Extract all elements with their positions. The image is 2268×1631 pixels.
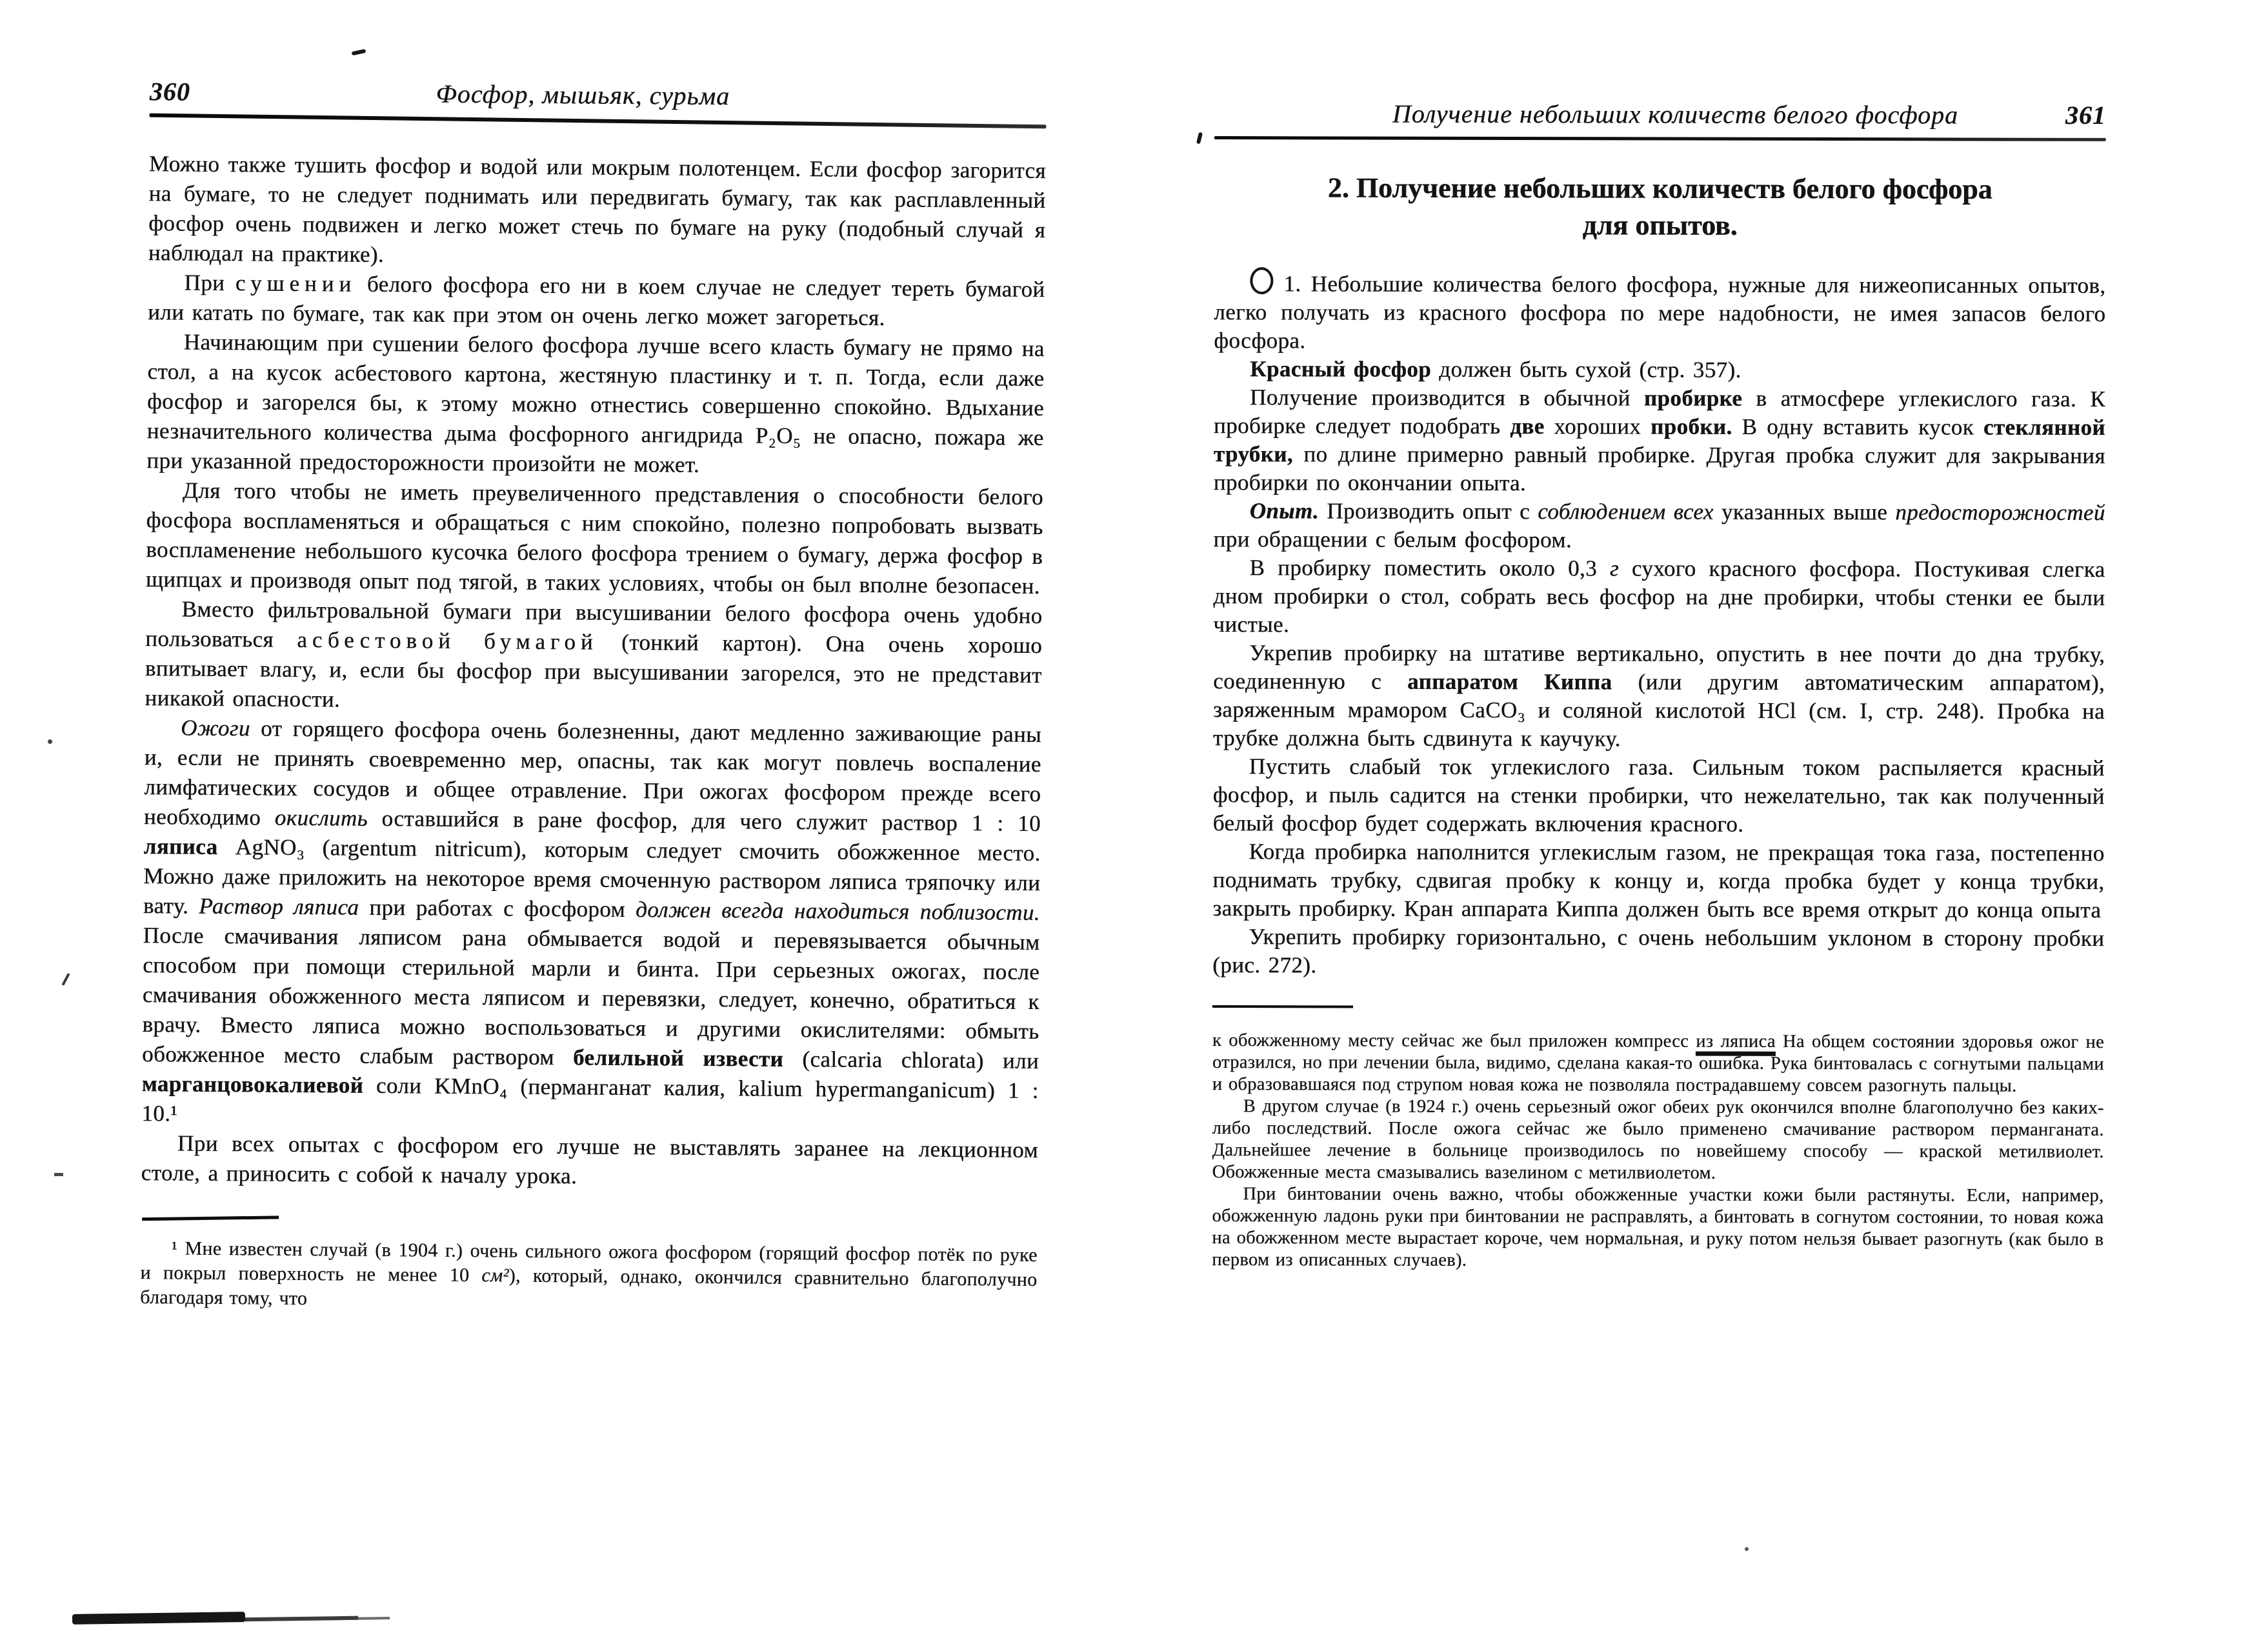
text-run: соблюдением всех <box>1538 499 1714 525</box>
text-run: После смачивания ляписом рана обмывается водой и перевязывается обычным способом при помощи стерильной марли и бинта. При серьезных ожогах, после смачивания обожженного места ляписом и перевязки, следует, конечно, обратиться к врачу. Вместо ляписа можно воспользоваться и другими окислителями: обмыть обожженное место слабым раствором <box>141 922 1040 1070</box>
text-run: (или другим автоматическим аппаратом), заряженным мрамором CaCO₃ и соляной кислотой HCl (см. I, стр. 248). Пробка на трубке должна быть сдвинута к каучуку. <box>1212 669 2105 752</box>
text-run: при работах с фосфором <box>359 894 636 922</box>
right-page-body <box>1212 267 2105 981</box>
header-spacer <box>976 106 1047 107</box>
text-run: марганцовокалиевой <box>141 1070 364 1098</box>
text-run: должен всегда находиться поблизости. <box>635 896 1041 925</box>
text-run: При всех опытах с фосфором его лучше не выставлять заранее на лекционном столе, а приносить с собой к началу урока. <box>141 1130 1039 1189</box>
paragraph <box>1214 267 2105 357</box>
text-run: при обращении с белым фосфором. <box>1213 526 1572 553</box>
text-run: асбестовой бумагой <box>297 626 598 655</box>
text-run: белильной извести <box>572 1045 784 1072</box>
paragraph <box>146 327 1045 483</box>
right-running-head: Получение небольших количеств белого фосфора <box>1392 99 1959 130</box>
text-run: Когда пробирка наполнится углекислым газом, не прекращая тока газа, постепенно поднимать трубку, сдвигая пробку к концу и, когда пробка будет у конца трубки, закрыть пробирку. Кран аппарата Киппа должен быть все время открыт до конца опыта <box>1212 839 2105 923</box>
scan-mark-tilde <box>352 49 366 55</box>
paragraph <box>1213 639 2105 754</box>
paragraph <box>1214 355 2105 385</box>
text-run: к обожженному месту сейчас же был приложен компресс <box>1212 1030 1696 1052</box>
text-run: ), который, однако, окончился сравнительно благополучно благодаря тому, что <box>140 1265 1038 1309</box>
text-run: пробки. <box>1651 414 1732 439</box>
left-header-rule <box>149 114 1046 129</box>
text-run: (тонкий картон). Она очень хорошо впитывает влагу, и, если бы фосфор при высушивании загорелся, это не представит никакой опасности. <box>145 629 1043 712</box>
right-footnote <box>1212 1030 2104 1273</box>
paragraph <box>1213 752 2105 839</box>
text-run: Опыт. <box>1249 498 1320 524</box>
left-page <box>140 76 1047 1317</box>
paragraph <box>1214 497 2105 555</box>
paragraph <box>1212 1030 2104 1097</box>
text-run: Раствор ляписа <box>199 893 359 920</box>
text-run: стеклянной трубки, <box>1213 414 2105 467</box>
text-run: Пустить слабый ток углекислого газа. Сильным током распыляется красный фосфор, и пыль садится на стенки пробирки, что нежелательно, так как полученный белый фосфор будет содержать включения красного. <box>1212 754 2105 837</box>
text-run: пробирке <box>1643 385 1743 411</box>
text-run: При бинтовании очень важно, чтобы обожженные участки кожи были растянуты. Если, например, обожженную ладонь руки при бинтовании не расправлять, а бинтовать в согнутом состоянии, то новая кожа на обожженном месте вырастает короче, чем нормальная, и руку потом нельзя бывает разогнуть (как было в первом из описанных случаев). <box>1212 1184 2104 1270</box>
text-run: 1. Небольшие количества белого фосфора, нужные для нижеописанных опытов, легко получать из красного фосфора по мере надобности, не имея запасов белого фосфора. <box>1214 271 2106 354</box>
text-run: в атмосфере углекислого газа. К пробирке следует подобрать <box>1213 385 2106 439</box>
scan-mark-comma <box>1196 132 1203 145</box>
text-run: оставшийся в ране фосфор, для чего служит раствор 1 : 10 <box>367 805 1041 836</box>
paragraph <box>146 475 1043 601</box>
text-run: ляписа <box>143 833 218 859</box>
scan-speck <box>48 739 52 744</box>
text-run: должен быть сухой (стр. 357). <box>1430 356 1741 383</box>
text-run: Для того чтобы не иметь преувеличенного представления о способности белого фосфора воспламеняться и обращаться с ним спокойно, полезно попробовать вызвать воспламенение небольшого кусочка белого фосфора трением о бумагу, держа фосфор в щипцах и производя опыт под тягой, в таких условиях, чтобы он был вполне безопасен. <box>145 477 1044 599</box>
text-run: окислить <box>274 805 368 831</box>
left-footnote <box>140 1236 1038 1317</box>
text-run: указанных выше <box>1713 499 1896 525</box>
left-page-body <box>141 149 1046 1195</box>
text-run: Ожоги <box>180 715 250 741</box>
section-heading-line2: для опытов. <box>1582 209 1738 241</box>
text-run: г <box>1609 555 1620 581</box>
paragraph <box>1213 554 2105 641</box>
left-running-head: Фосфор, мышьяк, сурьма <box>436 79 730 111</box>
right-page <box>1212 98 2106 1273</box>
text-run: по длине примерно равный пробирке. Другая пробка служит для закрывания пробирки по окончании опыта. <box>1213 441 2105 496</box>
text-run: В одну вставить кусок <box>1732 414 1983 440</box>
scan-speck <box>62 973 70 986</box>
left-footnote-rule <box>142 1216 279 1221</box>
section-heading <box>1214 169 2106 245</box>
paragraph <box>1212 923 2104 981</box>
text-run: Укрепив пробирку на штативе вертикально, опустить в нее почти до дна трубку, соединенную с <box>1213 640 2105 694</box>
text-run: сухого красного фосфора. Постукивая слегка дном пробирки о стол, собрать весь фосфор на дне пробирки, чтобы стенки ее были чистые. <box>1213 555 2105 637</box>
paragraph <box>1212 1183 2103 1273</box>
text-run: Укрепить пробирку горизонтально, с очень небольшим уклоном в сторону пробки (рис. 272). <box>1212 924 2105 978</box>
text-run: Начинающим при сушении белого фосфора лучше всего класть бумагу не прямо на стол, а на кусок асбестового картона, жестяную пластинку и т. п. Тогда, если даже фосфор и загорелся бы, к этому можно отнестись совершенно спокойно. Вдыхание незначительного количества дыма фосфорного ангидрида P₂O₅ не опасно, пожара же при указанной предосторожности произойти не может. <box>146 329 1045 477</box>
text-run: (calcaria chlorata) или <box>783 1046 1039 1074</box>
text-run: ¹ Мне известен случай (в 1904 г.) очень сильного ожога фосфором (горящий фосфор потёк по руке и покрыл поверхность не менее 10 <box>140 1237 1038 1286</box>
left-page-number: 360 <box>149 76 190 106</box>
text-run: Можно также тушить фосфор и водой или мокрым полотенцем. Если фосфор загорится на бумаге, то не следует поднимать или передвигать бумагу, так как расплавленный фосфор очень подвижен и легко может стечь по бумаге на руку (подобный случай я наблюдал на практике). <box>148 150 1047 267</box>
text-run: AgNO₃ (argentum nitricum), которым следует смочить обожженное место. Можно даже приложить на некоторое время смоченную раствором ляписа тряпочку или вату. <box>143 834 1041 919</box>
paragraph <box>141 713 1041 1136</box>
paragraph <box>1212 837 2104 925</box>
text-run: см² <box>481 1265 509 1286</box>
text-run: Вместо фильтровальной бумаги при высушивании белого фосфора очень удобно пользоваться <box>145 596 1043 652</box>
text-run: от горящего фосфора очень болезненны, дают медленно заживающие раны и, если не принять своевременно мер, опасны, так как могут повлечь воспаление лимфатических сосудов и общее отравление. При ожогах фосфором прежде всего необходимо <box>143 715 1042 830</box>
left-page-header <box>150 76 1047 114</box>
right-header-rule <box>1214 136 2106 141</box>
paragraph <box>140 1236 1038 1317</box>
paragraph <box>148 268 1045 334</box>
text-run: На общем состоянии здоровья ожог не отразился, но при лечении была, видимо, сделана какая-то ошибка. Рука бинтовалась с согнутыми пальцами и образовавшаяся под струпом новая кожа не позволяла пострадавшему совсем разогнуть пальцы. <box>1212 1031 2104 1096</box>
text-run: сушении <box>235 270 357 297</box>
text-run: предосторожностей <box>1895 499 2105 525</box>
paragraph <box>1214 383 2105 499</box>
text-run: В пробирку поместить около 0,3 <box>1249 555 1610 581</box>
paragraph <box>1212 1096 2103 1185</box>
scan-speck <box>1745 1547 1749 1551</box>
right-page-header <box>1214 98 2106 130</box>
section-heading-line1: 2. Получение небольших количеств белого фосфора <box>1327 172 1992 205</box>
paragraph <box>145 594 1042 720</box>
text-run: При <box>184 270 236 296</box>
text-run: В другом случае (в 1924 г.) очень серьезный ожог обеих рук окончился вполне благополучно без каких-либо последствий. После ожога сейчас же было применено смачивание раствором перманганата. Дальнейшее лечение в больнице производилось по новейшему способу — краской метилвиолет. Обожженные места смазывались вазелином с метилвиолетом. <box>1212 1096 2104 1183</box>
paragraph <box>141 1128 1038 1195</box>
text-run: из ляписа <box>1696 1032 1776 1056</box>
text-run: Получение производится в обычной <box>1249 385 1644 411</box>
right-page-number: 361 <box>2065 100 2106 130</box>
text-run: соли KMnO₄ (перманганат калия, kalium hypermanganicum) 1 : 10.¹ <box>141 1072 1039 1126</box>
scan-speck <box>54 1173 63 1176</box>
text-run: белого фосфора его ни в коем случае не следует тереть бумагой или катать по бумаге, так как при этом он очень легко может загореться. <box>147 271 1045 330</box>
text-run: аппаратом Киппа <box>1407 668 1612 695</box>
text-run: Красный фосфор <box>1250 356 1432 382</box>
scan-smudge <box>72 1612 245 1625</box>
text-run: хороших <box>1544 414 1651 439</box>
paragraph <box>148 149 1046 275</box>
right-footnote-rule <box>1212 1005 1353 1008</box>
text-run: Производить опыт с <box>1319 498 1538 525</box>
text-run: две <box>1510 413 1545 439</box>
circle-marker-icon <box>1250 267 1273 294</box>
